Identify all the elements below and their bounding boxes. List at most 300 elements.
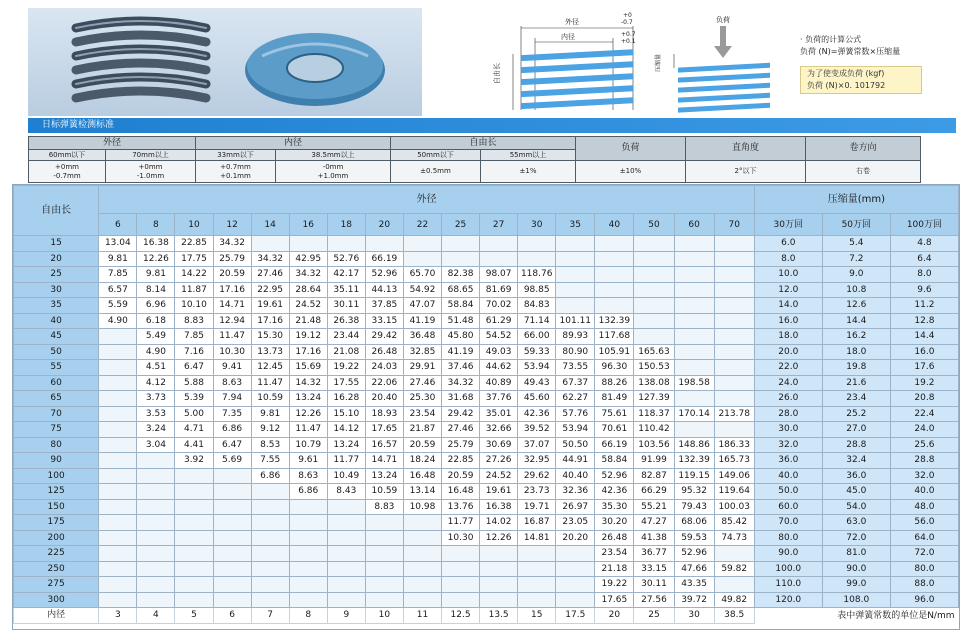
spring-constant-cell: 85.42 xyxy=(714,515,754,531)
kgf-conversion-box xyxy=(800,66,922,94)
spring-constant-cell: 17.16 xyxy=(251,313,289,329)
free-length-cell: 70 xyxy=(14,406,99,422)
spring-constant-cell: 66.19 xyxy=(365,251,403,267)
svg-text:负荷: 负荷 xyxy=(716,16,730,24)
compression-cell: 10.8 xyxy=(822,282,890,298)
spring-constant-cell: 10.98 xyxy=(403,499,441,515)
spring-constant-cell xyxy=(634,329,674,345)
spring-constant-cell: 70.61 xyxy=(595,422,634,438)
spring-constant-cell: 119.64 xyxy=(714,484,754,500)
spring-constant-table xyxy=(13,185,959,624)
spring-constant-cell: 13.24 xyxy=(327,437,365,453)
spring-constant-cell: 52.96 xyxy=(674,546,714,562)
outer-dia-col-header: 16 xyxy=(289,214,327,236)
compression-cell: 27.0 xyxy=(822,422,890,438)
table-row xyxy=(14,344,959,360)
spring-constant-cell: 59.53 xyxy=(674,530,714,546)
tol-header-outer: 外径 xyxy=(29,137,196,150)
spring-constant-cell: 27.26 xyxy=(480,453,518,469)
spring-constant-cell xyxy=(327,561,365,577)
spring-constant-cell: 9.41 xyxy=(213,360,251,376)
spring-constant-cell: 7.85 xyxy=(99,267,137,283)
spring-constant-cell: 66.29 xyxy=(634,484,674,500)
spring-constant-cell xyxy=(480,251,518,267)
spring-constant-cell: 11.87 xyxy=(175,282,213,298)
spring-constant-cell xyxy=(175,546,213,562)
spring-constant-cell: 19.12 xyxy=(289,329,327,345)
spring-constant-cell: 16.48 xyxy=(403,468,441,484)
spring-constant-cell: 119.15 xyxy=(674,468,714,484)
load-formula xyxy=(800,34,900,58)
spring-constant-cell: 91.99 xyxy=(634,453,674,469)
outer-dia-col-header: 50 xyxy=(634,214,674,236)
spring-constant-cell xyxy=(595,236,634,252)
spring-constant-cell: 9.81 xyxy=(137,267,175,283)
outer-dia-col-header: 22 xyxy=(403,214,441,236)
spring-constant-cell xyxy=(213,592,251,608)
spring-constant-cell: 165.73 xyxy=(714,453,754,469)
compression-cell: 12.8 xyxy=(890,313,958,329)
spring-constant-cell xyxy=(99,499,137,515)
spring-constant-cell: 44.13 xyxy=(365,282,403,298)
tol-value-cell: ±0.5mm xyxy=(391,161,481,183)
inner-dia-cell: 15 xyxy=(518,608,556,624)
spring-constant-cell: 57.76 xyxy=(556,406,595,422)
spring-constant-cell: 5.88 xyxy=(175,375,213,391)
free-length-cell: 100 xyxy=(14,468,99,484)
table-row xyxy=(14,391,959,407)
compression-cell: 9.6 xyxy=(890,282,958,298)
spring-constant-cell xyxy=(442,251,480,267)
spring-constant-cell xyxy=(99,577,137,593)
compression-cell: 19.8 xyxy=(822,360,890,376)
inner-dia-cell: 3 xyxy=(99,608,137,624)
free-length-cell: 75 xyxy=(14,422,99,438)
spring-constant-cell: 53.94 xyxy=(556,422,595,438)
spring-constant-cell: 55.21 xyxy=(634,499,674,515)
spring-constant-cell: 11.77 xyxy=(327,453,365,469)
outer-dia-col-header: 25 xyxy=(442,214,480,236)
spring-constant-cell xyxy=(595,267,634,283)
spring-constant-cell xyxy=(714,546,754,562)
spring-constant-cell: 29.91 xyxy=(403,360,441,376)
spring-constant-cell xyxy=(714,375,754,391)
compression-cell: 12.0 xyxy=(754,282,822,298)
spring-constant-cell: 58.84 xyxy=(595,453,634,469)
spring-constant-cell: 5.39 xyxy=(175,391,213,407)
spring-constant-cell: 12.26 xyxy=(137,251,175,267)
spring-constant-cell: 80.90 xyxy=(556,344,595,360)
spring-constant-cell xyxy=(99,515,137,531)
compression-cell: 72.0 xyxy=(822,530,890,546)
spring-constant-cell xyxy=(137,592,175,608)
spring-constant-cell xyxy=(175,592,213,608)
spring-constant-cell: 7.94 xyxy=(213,391,251,407)
spring-constant-cell xyxy=(714,298,754,314)
spring-constant-cell: 23.44 xyxy=(327,329,365,345)
compression-header: 压缩量(mm) xyxy=(754,186,958,214)
spring-constant-cell: 59.82 xyxy=(714,561,754,577)
compression-cell: 80.0 xyxy=(754,530,822,546)
spring-constant-cell xyxy=(556,251,595,267)
spring-constant-cell xyxy=(365,592,403,608)
compression-cell: 48.0 xyxy=(890,499,958,515)
spring-constant-cell: 14.71 xyxy=(213,298,251,314)
outer-dia-header: 外径 xyxy=(99,186,754,214)
spring-constant-cell: 68.65 xyxy=(442,282,480,298)
spring-constant-cell: 49.43 xyxy=(518,375,556,391)
free-length-cell: 250 xyxy=(14,561,99,577)
spring-constant-cell: 81.69 xyxy=(480,282,518,298)
spring-constant-cell: 8.63 xyxy=(213,375,251,391)
compression-cell: 6.0 xyxy=(754,236,822,252)
spring-constant-cell: 35.01 xyxy=(480,406,518,422)
spring-constant-cell: 6.47 xyxy=(213,437,251,453)
free-length-cell: 150 xyxy=(14,499,99,515)
spring-constant-cell: 32.66 xyxy=(480,422,518,438)
tol-sub-cell: 55mm以上 xyxy=(481,150,576,161)
spring-constant-cell xyxy=(556,546,595,562)
conversion-line-2: 负荷 (N)×0. 101792 xyxy=(807,81,886,90)
spring-constant-cell xyxy=(137,484,175,500)
free-length-cell: 125 xyxy=(14,484,99,500)
spring-constant-cell xyxy=(99,437,137,453)
spring-constant-cell xyxy=(714,344,754,360)
spring-constant-cell: 41.19 xyxy=(442,344,480,360)
spring-constant-cell: 53.94 xyxy=(518,360,556,376)
spring-constant-cell: 71.14 xyxy=(518,313,556,329)
inner-dia-cell: 38.5 xyxy=(714,608,754,624)
compression-cell: 16.0 xyxy=(754,313,822,329)
spring-constant-cell: 37.46 xyxy=(442,360,480,376)
spring-constant-cell xyxy=(714,267,754,283)
spring-constant-cell: 5.69 xyxy=(213,453,251,469)
spring-constant-cell: 88.26 xyxy=(595,375,634,391)
spring-constant-cell: 37.76 xyxy=(480,391,518,407)
spring-constant-cell xyxy=(251,577,289,593)
spring-constant-cell: 75.61 xyxy=(595,406,634,422)
svg-text:+0.1: +0.1 xyxy=(621,38,636,45)
spring-constant-cell: 20.59 xyxy=(213,267,251,283)
inner-dia-cell: 10 xyxy=(365,608,403,624)
compression-cell: 64.0 xyxy=(890,530,958,546)
spring-constant-cell xyxy=(289,592,327,608)
spring-constant-cell: 19.22 xyxy=(595,577,634,593)
spring-constant-cell: 9.81 xyxy=(251,406,289,422)
tol-value-cell: +0mm -0.7mm xyxy=(29,161,106,183)
outer-dia-col-header: 18 xyxy=(327,214,365,236)
disc-spring-photo xyxy=(242,26,388,108)
spring-constant-cell: 26.48 xyxy=(365,344,403,360)
spring-constant-cell xyxy=(137,515,175,531)
spring-constant-cell xyxy=(595,298,634,314)
table-row xyxy=(14,530,959,546)
spring-constant-cell: 11.47 xyxy=(251,375,289,391)
spring-constant-cell: 42.95 xyxy=(289,251,327,267)
spring-constant-cell: 32.85 xyxy=(403,344,441,360)
svg-text:压缩量: 压缩量 xyxy=(655,53,662,72)
spring-constant-cell xyxy=(99,391,137,407)
compression-cell: 25.2 xyxy=(822,406,890,422)
spring-constant-cell: 30.20 xyxy=(595,515,634,531)
spring-constant-cell: 8.83 xyxy=(365,499,403,515)
spring-constant-cell: 19.61 xyxy=(251,298,289,314)
spring-constant-cell xyxy=(99,360,137,376)
spring-constant-cell: 138.08 xyxy=(634,375,674,391)
compression-cell: 4.8 xyxy=(890,236,958,252)
spring-constant-cell: 17.65 xyxy=(365,422,403,438)
svg-text:-0.7: -0.7 xyxy=(621,19,633,26)
spring-constant-cell xyxy=(403,515,441,531)
spring-constant-cell: 34.32 xyxy=(442,375,480,391)
spring-constant-cell: 96.30 xyxy=(595,360,634,376)
spring-constant-cell: 6.86 xyxy=(289,484,327,500)
spring-constant-cell: 32.36 xyxy=(556,484,595,500)
spring-constant-cell: 16.38 xyxy=(480,499,518,515)
svg-text:内径: 内径 xyxy=(561,33,575,41)
spring-constant-cell: 4.12 xyxy=(137,375,175,391)
table-row xyxy=(14,577,959,593)
spring-constant-cell: 49.82 xyxy=(714,592,754,608)
spring-constant-cell: 95.32 xyxy=(674,484,714,500)
table-row xyxy=(14,375,959,391)
spring-constant-cell: 73.55 xyxy=(556,360,595,376)
formula-line-2: 负荷 (N)=弹簧常数×压缩量 xyxy=(800,47,901,56)
spring-constant-cell xyxy=(213,499,251,515)
spring-constant-cell: 8.14 xyxy=(137,282,175,298)
compression-cell: 8.0 xyxy=(754,251,822,267)
compression-cell: 99.0 xyxy=(822,577,890,593)
spring-constant-cell: 117.68 xyxy=(595,329,634,345)
compression-cell: 23.4 xyxy=(822,391,890,407)
compression-col-header: 50万回 xyxy=(822,214,890,236)
compression-cell: 32.0 xyxy=(890,468,958,484)
spring-constant-cell: 13.04 xyxy=(99,236,137,252)
spring-constant-cell: 81.49 xyxy=(595,391,634,407)
spring-constant-cell: 27.46 xyxy=(251,267,289,283)
compression-cell: 90.0 xyxy=(754,546,822,562)
spring-constant-cell: 9.12 xyxy=(251,422,289,438)
compression-cell: 120.0 xyxy=(754,592,822,608)
outer-dia-col-header: 35 xyxy=(556,214,595,236)
spring-constant-cell: 165.63 xyxy=(634,344,674,360)
free-length-cell: 80 xyxy=(14,437,99,453)
spring-constant-cell xyxy=(714,313,754,329)
outer-dia-col-header: 8 xyxy=(137,214,175,236)
spring-constant-cell xyxy=(518,251,556,267)
spring-constant-cell xyxy=(403,530,441,546)
spring-constant-cell: 14.81 xyxy=(518,530,556,546)
free-length-cell: 90 xyxy=(14,453,99,469)
spring-constant-cell: 22.85 xyxy=(175,236,213,252)
spring-constant-cell xyxy=(327,530,365,546)
spring-constant-cell: 24.52 xyxy=(480,468,518,484)
spring-constant-cell: 33.15 xyxy=(365,313,403,329)
spring-constant-cell: 34.32 xyxy=(213,236,251,252)
free-length-cell: 300 xyxy=(14,592,99,608)
table-row xyxy=(14,468,959,484)
spring-constant-cell: 118.37 xyxy=(634,406,674,422)
spring-constant-cell xyxy=(403,561,441,577)
spring-constant-cell: 82.38 xyxy=(442,267,480,283)
table-row xyxy=(14,437,959,453)
compression-cell: 96.0 xyxy=(890,592,958,608)
outer-dia-col-header: 30 xyxy=(518,214,556,236)
compression-cell: 81.0 xyxy=(822,546,890,562)
tol-value-cell: -0mm +1.0mm xyxy=(276,161,391,183)
spring-constant-cell xyxy=(251,530,289,546)
spring-constant-cell: 16.28 xyxy=(327,391,365,407)
spring-constant-cell: 25.30 xyxy=(403,391,441,407)
spring-constant-cell: 62.27 xyxy=(556,391,595,407)
inner-dia-cell: 7 xyxy=(251,608,289,624)
unit-note: 表中弹簧常数的单位是N/mm xyxy=(754,608,958,624)
spring-constant-cell: 4.51 xyxy=(137,360,175,376)
compression-cell: 30.0 xyxy=(754,422,822,438)
spring-constant-cell: 8.53 xyxy=(251,437,289,453)
spring-constant-cell xyxy=(137,561,175,577)
spring-constant-table-wrap xyxy=(12,184,960,630)
spring-constant-cell xyxy=(137,468,175,484)
spring-constant-cell xyxy=(714,282,754,298)
inner-dia-cell: 30 xyxy=(674,608,714,624)
spring-constant-cell: 65.70 xyxy=(403,267,441,283)
table-row xyxy=(14,515,959,531)
spring-constant-cell: 70.02 xyxy=(480,298,518,314)
compression-cell: 45.0 xyxy=(822,484,890,500)
spring-constant-cell xyxy=(175,499,213,515)
spring-constant-cell: 29.42 xyxy=(442,406,480,422)
inner-dia-cell: 13.5 xyxy=(480,608,518,624)
compression-cell: 60.0 xyxy=(754,499,822,515)
spring-constant-cell: 12.94 xyxy=(213,313,251,329)
free-length-cell: 35 xyxy=(14,298,99,314)
spring-constant-cell xyxy=(634,251,674,267)
spring-constant-cell: 132.39 xyxy=(595,313,634,329)
spring-constant-cell xyxy=(674,251,714,267)
spring-constant-cell xyxy=(556,267,595,283)
free-length-header: 自由长 xyxy=(14,186,99,236)
tol-sub-cell: 33mm以下 xyxy=(196,150,276,161)
compression-cell: 19.2 xyxy=(890,375,958,391)
spring-constant-cell: 26.97 xyxy=(556,499,595,515)
spring-constant-cell xyxy=(518,592,556,608)
spring-constant-cell: 21.08 xyxy=(327,344,365,360)
spring-constant-cell: 36.77 xyxy=(634,546,674,562)
spring-constant-cell: 12.26 xyxy=(289,406,327,422)
spring-constant-cell: 35.30 xyxy=(595,499,634,515)
spring-constant-cell xyxy=(480,561,518,577)
compression-cell: 63.0 xyxy=(822,515,890,531)
spring-constant-cell: 28.64 xyxy=(289,282,327,298)
spring-constant-cell: 8.63 xyxy=(289,468,327,484)
spring-constant-cell: 16.48 xyxy=(442,484,480,500)
outer-dia-col-header: 60 xyxy=(674,214,714,236)
spring-constant-cell: 54.92 xyxy=(403,282,441,298)
spring-constant-cell xyxy=(518,236,556,252)
outer-dia-col-header: 14 xyxy=(251,214,289,236)
spring-constant-cell xyxy=(480,546,518,562)
table-row xyxy=(14,422,959,438)
spring-constant-cell: 23.54 xyxy=(403,406,441,422)
spring-constant-cell xyxy=(137,499,175,515)
compression-cell: 16.0 xyxy=(890,344,958,360)
tol-value-cell: +0.7mm +0.1mm xyxy=(196,161,276,183)
spring-constant-cell: 13.24 xyxy=(289,391,327,407)
spring-constant-cell xyxy=(518,561,556,577)
compression-cell: 18.0 xyxy=(822,344,890,360)
spring-constant-cell: 23.73 xyxy=(518,484,556,500)
compression-cell: 56.0 xyxy=(890,515,958,531)
spring-constant-cell xyxy=(634,313,674,329)
spring-constant-cell: 150.53 xyxy=(634,360,674,376)
spring-constant-cell xyxy=(289,577,327,593)
spring-constant-cell: 132.39 xyxy=(674,453,714,469)
spring-constant-cell: 3.24 xyxy=(137,422,175,438)
compression-cell: 26.0 xyxy=(754,391,822,407)
spring-constant-cell: 100.03 xyxy=(714,499,754,515)
spring-constant-cell: 4.90 xyxy=(137,344,175,360)
spring-constant-cell xyxy=(251,546,289,562)
spring-constant-cell: 47.27 xyxy=(634,515,674,531)
spring-constant-cell: 42.36 xyxy=(518,406,556,422)
spring-constant-cell: 13.76 xyxy=(442,499,480,515)
table-row xyxy=(14,267,959,283)
spring-constant-cell xyxy=(99,453,137,469)
spring-constant-cell xyxy=(714,329,754,345)
compression-cell: 110.0 xyxy=(754,577,822,593)
spring-constant-cell: 43.35 xyxy=(674,577,714,593)
header-area xyxy=(0,0,970,118)
spring-constant-cell xyxy=(175,515,213,531)
spring-constant-cell: 19.71 xyxy=(518,499,556,515)
outer-dia-col-header: 40 xyxy=(595,214,634,236)
table-row xyxy=(14,453,959,469)
spring-constant-cell: 110.42 xyxy=(634,422,674,438)
spring-constant-cell: 54.52 xyxy=(480,329,518,345)
spring-constant-cell: 7.85 xyxy=(175,329,213,345)
spring-constant-cell xyxy=(442,577,480,593)
spring-constant-cell xyxy=(289,530,327,546)
compression-cell: 50.0 xyxy=(754,484,822,500)
spring-constant-cell: 7.35 xyxy=(213,406,251,422)
compression-cell: 14.4 xyxy=(822,313,890,329)
spring-constant-cell xyxy=(442,592,480,608)
table-row xyxy=(14,406,959,422)
spring-constant-cell: 52.76 xyxy=(327,251,365,267)
spring-constant-cell: 12.45 xyxy=(251,360,289,376)
spring-constant-cell: 79.43 xyxy=(674,499,714,515)
spring-constant-cell: 19.22 xyxy=(327,360,365,376)
spring-constant-cell xyxy=(251,561,289,577)
tol-header-squareness: 直角度 xyxy=(686,137,806,161)
compression-cell: 8.0 xyxy=(890,267,958,283)
spring-constant-cell xyxy=(556,592,595,608)
spring-constant-cell: 24.03 xyxy=(365,360,403,376)
spring-constant-cell xyxy=(634,236,674,252)
tolerance-table xyxy=(28,136,921,183)
spring-constant-cell xyxy=(327,546,365,562)
spring-constant-cell: 27.56 xyxy=(634,592,674,608)
free-length-cell: 275 xyxy=(14,577,99,593)
spring-constant-cell xyxy=(327,577,365,593)
spring-constant-cell xyxy=(289,515,327,531)
inner-dia-cell: 17.5 xyxy=(556,608,595,624)
spring-constant-cell xyxy=(251,236,289,252)
spring-constant-cell: 39.52 xyxy=(518,422,556,438)
spring-constant-cell xyxy=(137,577,175,593)
compression-cell: 17.6 xyxy=(890,360,958,376)
